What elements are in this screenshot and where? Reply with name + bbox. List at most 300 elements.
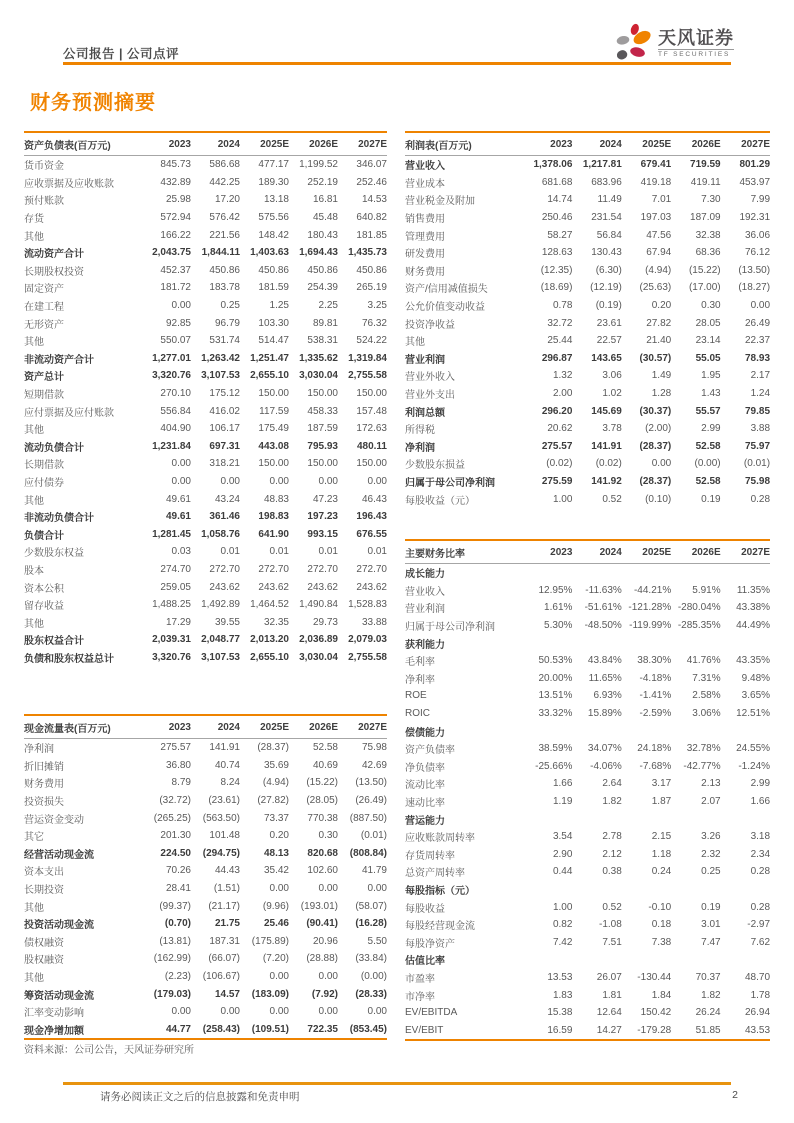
cell-value: 1,492.89 — [201, 599, 240, 611]
cell-value: 197.03 — [640, 212, 672, 224]
cell-value: 1.24 — [750, 388, 771, 400]
cell-value: (294.75) — [202, 847, 240, 859]
cell-value: 73.37 — [263, 812, 289, 824]
cell-value: (27.82) — [257, 795, 289, 807]
cell-value: 0.25 — [220, 300, 240, 312]
cell-value: 2.12 — [602, 848, 622, 860]
cell-value: 538.31 — [307, 335, 338, 347]
cell-value: 183.78 — [209, 282, 240, 294]
cell-value: 1.95 — [701, 370, 721, 382]
cell-value: 770.38 — [307, 812, 338, 824]
cell-value: 40.74 — [214, 759, 240, 771]
cell-value: -4.18% — [639, 672, 672, 684]
cell-value: (30.57) — [639, 352, 672, 364]
cell-value: -1.08 — [599, 919, 622, 931]
row-label: 其它 — [24, 832, 44, 844]
cell-value: 75.98 — [745, 475, 771, 487]
cell-value: (0.10) — [645, 493, 672, 505]
cell-value: 7.38 — [651, 936, 672, 948]
cell-value: 0.28 — [750, 493, 771, 505]
cell-value: 189.30 — [258, 176, 289, 188]
row-label: 流动负债合计 — [24, 442, 84, 454]
cell-value: 187.31 — [209, 935, 240, 947]
cell-value: 1.32 — [552, 370, 573, 382]
table-row — [405, 582, 770, 600]
cell-value: 52.58 — [695, 440, 721, 452]
cell-value: 25.98 — [165, 194, 191, 206]
cell-value: 145.69 — [591, 405, 622, 417]
source-note: 资料来源：公司公告，天风证券研究所 — [24, 1045, 194, 1056]
row-label: 归属于母公司净利润 — [405, 622, 495, 634]
cell-value: 0.00 — [171, 300, 191, 312]
cell-value: (183.09) — [251, 988, 289, 1000]
cell-value: 1.61% — [544, 602, 573, 614]
row-label: 其他 — [24, 425, 44, 437]
row-label: 每股收益（元） — [405, 495, 475, 507]
cell-value: (7.92) — [311, 988, 338, 1000]
cell-value: 1,488.25 — [152, 599, 191, 611]
cell-value: 70.37 — [695, 971, 721, 983]
cell-value: 296.87 — [541, 352, 573, 364]
table-row — [24, 985, 387, 1003]
cell-value: 0.00 — [171, 475, 191, 487]
cell-value: 1.18 — [651, 848, 672, 860]
table-row — [405, 191, 770, 209]
cell-value: 0.00 — [220, 475, 240, 487]
table-row — [405, 455, 770, 473]
section-row — [405, 564, 770, 582]
cell-value: 1,435.73 — [348, 247, 387, 259]
table-row — [24, 525, 387, 543]
cell-value: 2,036.89 — [299, 634, 338, 646]
cell-value: 8.24 — [220, 777, 240, 789]
cell-value: 432.89 — [160, 176, 191, 188]
year-column-header: 2024 — [217, 138, 240, 150]
cell-value: 2,655.10 — [250, 651, 289, 663]
cell-value: 0.38 — [602, 866, 622, 878]
cell-value: 20.96 — [312, 935, 338, 947]
cell-value: 1.81 — [602, 989, 622, 1001]
row-label: 每股经营现金流 — [405, 921, 475, 933]
cell-value: 43.35% — [736, 655, 771, 667]
cell-value: 1.00 — [552, 901, 573, 913]
cell-value: 296.20 — [541, 405, 573, 417]
cell-value: (66.07) — [208, 953, 240, 965]
cell-value: 172.63 — [356, 423, 387, 435]
cell-value: 26.07 — [596, 971, 622, 983]
cell-value: 0.01 — [367, 546, 387, 558]
cell-value: 14.53 — [361, 194, 387, 206]
cell-value: 7.47 — [701, 936, 721, 948]
cell-value: 254.39 — [307, 282, 338, 294]
cell-value: (58.07) — [355, 900, 387, 912]
cell-value: 221.56 — [209, 229, 240, 241]
table-row — [405, 898, 770, 916]
cell-value: 0.18 — [651, 919, 672, 931]
table-row — [24, 209, 387, 227]
cell-value: 2,048.77 — [201, 634, 240, 646]
cell-value: 5.50 — [367, 935, 387, 947]
table-title: 利润表(百万元) — [405, 140, 472, 152]
row-label: 净利润 — [405, 442, 435, 454]
cell-value: 2,039.31 — [152, 634, 191, 646]
row-label: 股本 — [24, 565, 44, 577]
cell-value: -1.41% — [639, 690, 672, 702]
cell-value: (2.00) — [645, 423, 672, 435]
row-label: 短期借款 — [24, 390, 64, 402]
cell-value: 49.61 — [165, 511, 191, 523]
cell-value: 1,528.83 — [348, 599, 387, 611]
cell-value: 0.30 — [318, 830, 338, 842]
cell-value: 15.89% — [587, 708, 622, 720]
cell-value: 722.35 — [307, 1023, 338, 1035]
row-label: 研发费用 — [405, 249, 445, 261]
cell-value: (12.35) — [540, 264, 573, 276]
cell-value: 45.48 — [312, 212, 338, 224]
cell-value: 2.34 — [750, 848, 771, 860]
cell-value: 2.13 — [701, 778, 721, 790]
row-label: 经营活动现金流 — [24, 849, 94, 861]
cell-value: (0.19) — [595, 300, 622, 312]
cell-value: 26.49 — [745, 317, 771, 329]
cell-value: 272.70 — [258, 563, 289, 575]
table-row — [405, 740, 770, 758]
cell-value: 275.59 — [541, 475, 573, 487]
row-label: 流动资产合计 — [24, 249, 84, 261]
year-column-header: 2023 — [168, 721, 191, 733]
cell-value: 13.53 — [547, 971, 573, 983]
row-label: 获利能力 — [405, 639, 445, 651]
cell-value: 416.02 — [209, 405, 240, 417]
cell-value: 318.21 — [209, 458, 240, 470]
cell-value: 556.84 — [160, 405, 191, 417]
brand-text-block — [658, 28, 734, 58]
cell-value: 3.25 — [367, 300, 387, 312]
cell-value: 1.78 — [750, 989, 771, 1001]
cell-value: 2.15 — [651, 831, 672, 843]
cell-value: 0.52 — [602, 493, 622, 505]
cell-value: 15.38 — [547, 1007, 573, 1019]
cell-value: 22.57 — [596, 335, 622, 347]
cell-value: 1,490.84 — [299, 599, 338, 611]
cell-value: 275.57 — [541, 440, 573, 452]
row-label: 股东权益合计 — [24, 636, 84, 648]
row-label: 营运资金变动 — [24, 814, 84, 826]
cell-value: 117.59 — [259, 405, 289, 417]
balance-sheet-table — [24, 131, 387, 666]
cell-value: 450.86 — [258, 264, 289, 276]
cell-value: 1.43 — [701, 388, 721, 400]
cell-value: 0.44 — [552, 866, 573, 878]
cell-value: 0.00 — [318, 971, 338, 983]
row-label: 销售费用 — [405, 214, 445, 226]
year-column-header: 2026E — [691, 546, 721, 558]
cell-value: 7.51 — [602, 936, 622, 948]
cell-value: 531.74 — [209, 335, 240, 347]
cell-value: 550.07 — [160, 335, 191, 347]
table-row — [24, 455, 387, 473]
cell-value: 48.83 — [263, 493, 289, 505]
cell-value: (15.22) — [306, 777, 338, 789]
cell-value: (28.88) — [306, 953, 338, 965]
cell-value: 143.65 — [591, 352, 622, 364]
year-column-header: 2026E — [309, 138, 338, 150]
table-row — [405, 473, 770, 491]
row-label: 应收票据及应收账款 — [24, 178, 114, 190]
table-row — [24, 809, 387, 827]
cell-value: 272.70 — [209, 563, 240, 575]
cell-value: 3.01 — [701, 919, 721, 931]
row-label: EV/EBITDA — [405, 1007, 458, 1019]
cell-value: 42.69 — [361, 759, 387, 771]
table-row — [24, 1021, 387, 1039]
cell-value: 2,043.75 — [152, 247, 191, 259]
table-row — [24, 332, 387, 350]
cell-value: 1,464.52 — [250, 599, 289, 611]
cell-value: 3,107.53 — [201, 651, 240, 663]
cell-value: 92.85 — [165, 317, 191, 329]
cell-value: 3,107.53 — [201, 370, 240, 382]
cell-value: 11.49 — [597, 194, 622, 206]
table-row — [24, 792, 387, 810]
cell-value: -179.28 — [637, 1024, 672, 1036]
row-label: 应收账款周转率 — [405, 833, 475, 845]
cell-value: -4.06% — [590, 760, 622, 772]
table-row — [405, 933, 770, 951]
page-title: 财务预测摘要 — [30, 92, 156, 114]
table-row — [24, 367, 387, 385]
cell-value: 7.31% — [692, 672, 721, 684]
cell-value: 2.99 — [750, 778, 771, 790]
cell-value: 0.20 — [269, 830, 289, 842]
cell-value: 0.82 — [552, 919, 573, 931]
table-row — [405, 209, 770, 227]
cell-value: -51.61% — [584, 602, 622, 614]
cell-value: 443.08 — [258, 440, 289, 452]
cell-value: 157.48 — [356, 405, 387, 417]
cell-value: 7.42 — [552, 936, 573, 948]
cell-value: (258.43) — [202, 1023, 240, 1035]
cell-value: 265.19 — [356, 282, 387, 294]
cell-value: 150.00 — [258, 388, 289, 400]
row-label: 货币资金 — [24, 161, 64, 173]
cell-value: 0.00 — [171, 458, 191, 470]
table-row — [24, 508, 387, 526]
cell-value: 32.35 — [263, 616, 289, 628]
table-row — [24, 897, 387, 915]
cell-value: 0.01 — [269, 546, 289, 558]
year-column-header: 2026E — [309, 721, 338, 733]
table-row — [24, 297, 387, 315]
cell-value: 1,281.45 — [152, 528, 191, 540]
row-label: 成长能力 — [405, 569, 445, 581]
table-row — [405, 279, 770, 297]
table-row — [24, 314, 387, 332]
cell-value: (13.81) — [159, 935, 191, 947]
year-column-header: 2025E — [642, 138, 672, 150]
cell-value: 3.26 — [701, 831, 721, 843]
cell-value: 11.65% — [588, 672, 622, 684]
cell-value: 243.62 — [307, 581, 338, 593]
cell-value: (9.96) — [262, 900, 289, 912]
cell-value: (563.50) — [202, 812, 240, 824]
row-label: 投资活动现金流 — [24, 920, 94, 932]
table-row — [405, 705, 770, 723]
cell-value: 0.03 — [171, 546, 191, 558]
cell-value: 243.62 — [356, 581, 387, 593]
cell-value: 419.18 — [640, 176, 672, 188]
cell-value: 52.58 — [312, 742, 338, 754]
year-column-header: 2025E — [260, 138, 289, 150]
cell-value: (1.51) — [213, 883, 240, 895]
cell-value: 20.62 — [547, 423, 573, 435]
table-row — [24, 613, 387, 631]
row-label: 投资损失 — [24, 797, 64, 809]
cell-value: 34.07% — [587, 743, 622, 755]
row-label: 现金净增加额 — [24, 1025, 84, 1037]
cell-value: 1,199.52 — [299, 159, 338, 171]
cell-value: 75.97 — [745, 440, 771, 452]
table-row — [24, 438, 387, 456]
table-row — [405, 314, 770, 332]
row-label: 营业外收入 — [405, 372, 455, 384]
cell-value: 76.32 — [361, 317, 387, 329]
year-column-header: 2024 — [599, 546, 622, 558]
cell-value: 36.06 — [745, 229, 771, 241]
row-label: 营业利润 — [405, 354, 445, 366]
table-row — [24, 226, 387, 244]
cell-value: 175.49 — [258, 423, 289, 435]
cell-value: 0.28 — [750, 866, 771, 878]
cell-value: 70.26 — [165, 865, 191, 877]
cell-value: 404.90 — [160, 423, 191, 435]
cell-value: 3.06 — [602, 370, 622, 382]
cell-value: 1,263.42 — [201, 352, 240, 364]
cell-value: 44.49% — [736, 620, 771, 632]
cell-value: 697.31 — [209, 440, 240, 452]
cell-value: 259.05 — [160, 581, 191, 593]
cell-value: 2.64 — [602, 778, 622, 790]
section-row — [405, 881, 770, 899]
cell-value: 2,755.58 — [348, 370, 387, 382]
cell-value: 0.00 — [318, 1006, 338, 1018]
row-label: 固定资产 — [24, 284, 64, 296]
table-row — [24, 827, 387, 845]
cell-value: (4.94) — [645, 264, 672, 276]
cell-value: 514.47 — [258, 335, 289, 347]
cell-value: 16.81 — [312, 194, 338, 206]
cell-value: 5.30% — [544, 620, 573, 632]
row-label: 营业收入 — [405, 161, 445, 173]
cell-value: (28.37) — [257, 742, 289, 754]
cell-value: 5.91% — [692, 584, 721, 596]
cell-value: 8.79 — [171, 777, 191, 789]
cell-value: 7.01 — [651, 194, 672, 206]
cell-value: 0.30 — [701, 300, 721, 312]
table-title: 主要财务比率 — [405, 548, 465, 560]
cell-value: 0.20 — [651, 300, 672, 312]
cell-value: 43.84% — [587, 655, 622, 667]
cell-value: 3,320.76 — [152, 651, 191, 663]
cell-value: 16.59 — [547, 1024, 573, 1036]
income-statement-table — [405, 131, 770, 508]
row-label: 非流动资产合计 — [24, 354, 94, 366]
table-row — [405, 599, 770, 617]
table-row — [405, 262, 770, 280]
cell-value: 1,403.63 — [250, 247, 289, 259]
table-row — [24, 279, 387, 297]
cell-value: 0.00 — [269, 1006, 289, 1018]
cell-value: 1.49 — [651, 370, 672, 382]
cell-value: 346.07 — [356, 159, 387, 171]
table-title: 现金流量表(百万元) — [24, 723, 111, 735]
cell-value: (0.00) — [694, 458, 721, 470]
cell-value: 14.74 — [547, 194, 573, 206]
row-label: 其他 — [24, 902, 44, 914]
cell-value: 272.70 — [307, 563, 338, 575]
cell-value: (175.89) — [251, 935, 289, 947]
cell-value: -48.50% — [584, 620, 622, 632]
cash-flow-table — [24, 714, 387, 1040]
table-row — [405, 687, 770, 705]
cell-value: (90.41) — [306, 918, 338, 930]
cell-value: 75.98 — [361, 742, 387, 754]
cell-value: 243.62 — [258, 581, 289, 593]
cell-value: 55.57 — [695, 405, 721, 417]
cell-value: 9.48% — [741, 672, 771, 684]
cell-value: 55.05 — [695, 352, 721, 364]
cell-value: 1,319.84 — [348, 352, 387, 364]
cell-value: (28.37) — [639, 475, 672, 487]
cell-value: 1.02 — [602, 388, 622, 400]
cell-value: (25.63) — [639, 282, 672, 294]
row-label: 其他 — [24, 337, 44, 349]
cell-value: 1.84 — [651, 989, 672, 1001]
table-row — [24, 543, 387, 561]
cell-value: 3.17 — [651, 778, 672, 790]
cell-value: 76.12 — [745, 247, 771, 259]
table-row — [405, 385, 770, 403]
table-row — [24, 739, 387, 757]
cell-value: (32.72) — [159, 795, 191, 807]
cell-value: (853.45) — [349, 1023, 387, 1035]
year-column-header: 2027E — [741, 546, 771, 558]
year-column-header: 2023 — [550, 546, 573, 558]
footer-divider — [63, 1082, 731, 1085]
cell-value: 21.40 — [646, 335, 672, 347]
footer-disclaimer: 请务必阅读正文之后的信息披露和免责申明 — [100, 1091, 300, 1103]
table-row — [24, 774, 387, 792]
cell-value: 801.29 — [739, 159, 771, 171]
cell-value: -44.21% — [633, 584, 672, 596]
cell-value: 22.37 — [745, 335, 771, 347]
row-label: 净利率 — [405, 674, 435, 686]
cell-value: 0.28 — [750, 901, 771, 913]
cell-value: 450.86 — [307, 264, 338, 276]
page-number: 2 — [732, 1089, 738, 1101]
cell-value: 2.17 — [750, 370, 771, 382]
cell-value: 1.28 — [651, 388, 672, 400]
cell-value: 683.96 — [591, 176, 622, 188]
row-label: 归属于母公司净利润 — [405, 477, 495, 489]
cell-value: 2,755.58 — [348, 651, 387, 663]
table-row — [24, 191, 387, 209]
row-label: 少数股东权益 — [24, 548, 84, 560]
table-row — [405, 332, 770, 350]
cell-value: 23.14 — [695, 335, 721, 347]
cell-value: (0.01) — [360, 830, 387, 842]
cell-value: 26.94 — [745, 1007, 771, 1019]
